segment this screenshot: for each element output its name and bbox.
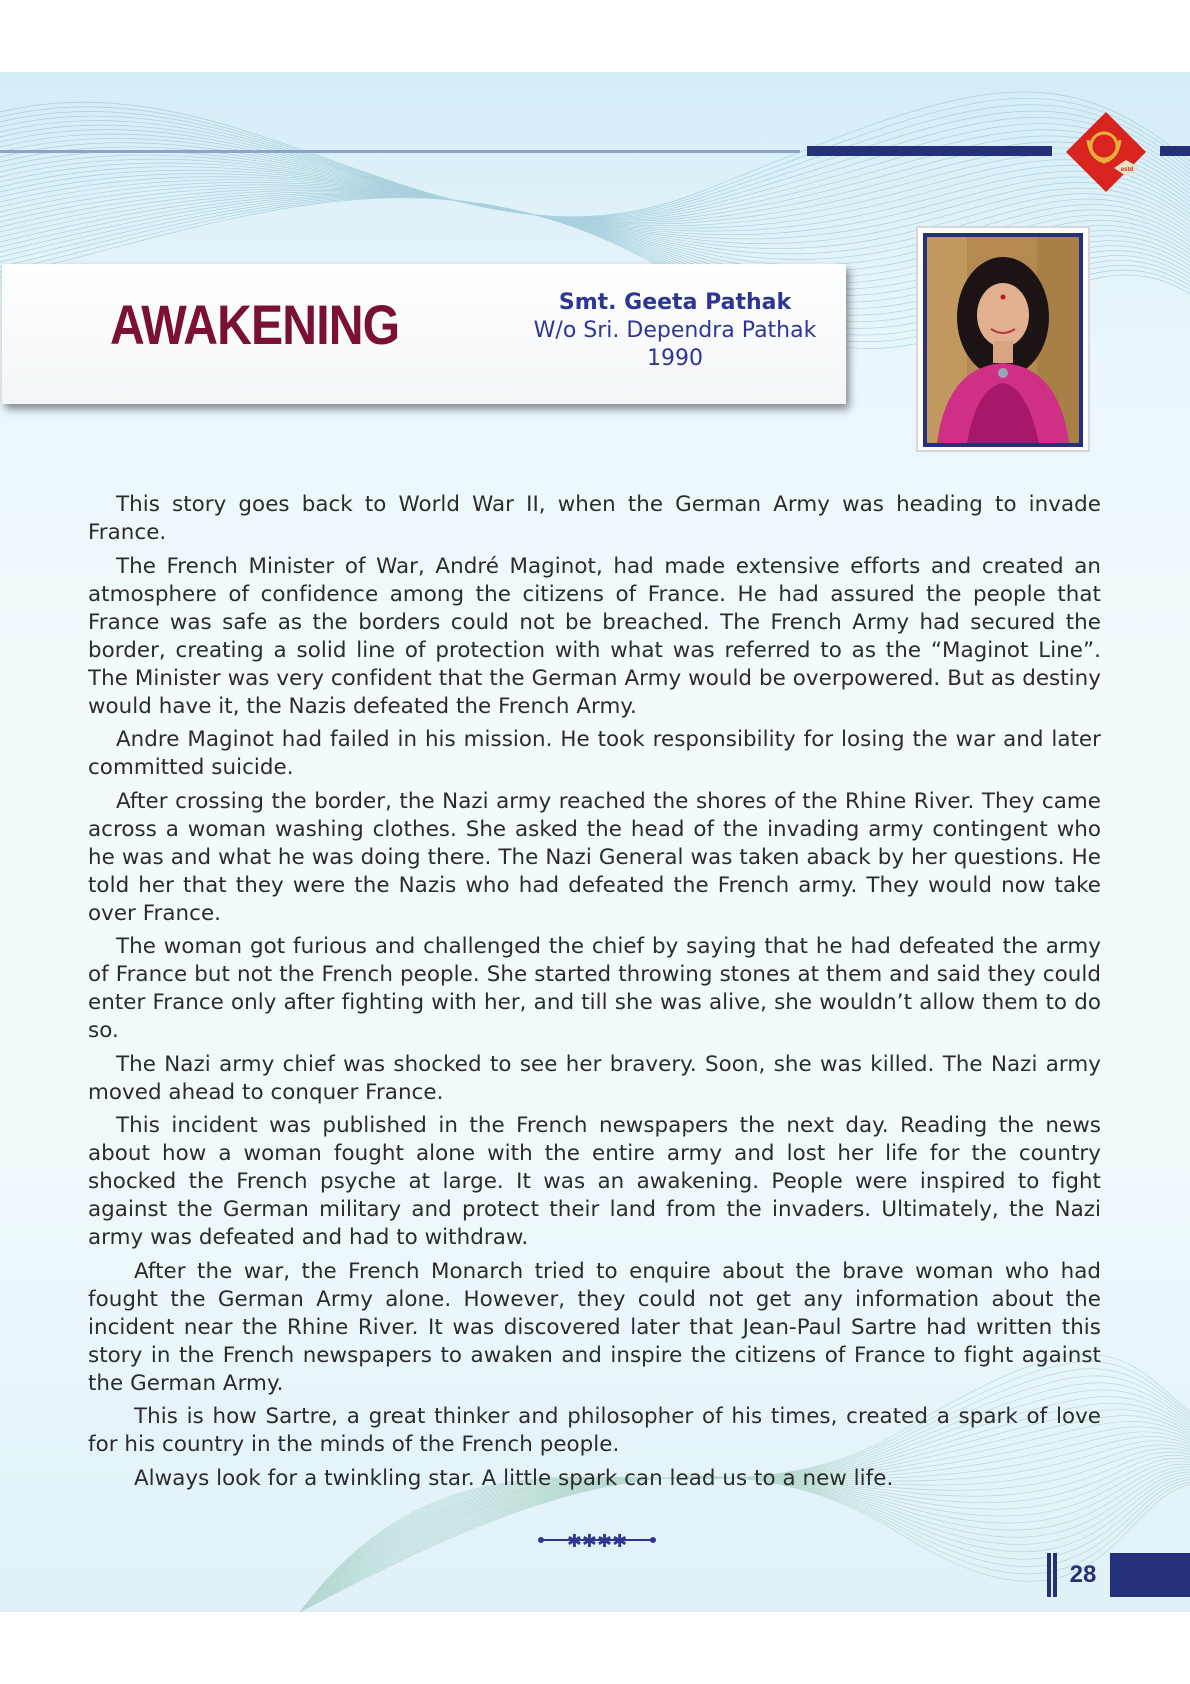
page-number-block [1047,1553,1190,1597]
page-number-accent [1110,1553,1190,1597]
header-accent-bar [807,146,1052,156]
wave-line [0,117,1190,218]
paragraph: This story goes back to World War II, when the German Army was heading to invade France. [88,492,1101,545]
paragraph: Andre Maginot had failed in his mission. He took responsibility for losing the war and later committed suicide. [88,727,1101,780]
header-rule [0,150,800,153]
estd-badge: estd [1120,167,1134,173]
author-photo [923,233,1083,447]
wave-line [0,147,1190,224]
author-block [510,289,840,373]
star-divider-icon [538,1530,656,1550]
laurel-emblem-icon [1064,110,1148,194]
article-body [88,491,1101,1498]
author-relation: W/o Sri. Dependra Pathak [533,318,817,343]
paragraph: After the war, the French Monarch tried to enquire about the brave woman who had fought the German Army alone. However, they could not get any information about the incident near the Rhine River. It was discovered later that Jean-Paul Sartre had written this story in the French newspapers to awaken and inspire the citizens of France to fight against the German Army. [88,1258,1101,1396]
paragraph: The Nazi army chief was shocked to see her bravery. Soon, she was killed. The Nazi army moved ahead to conquer France. [88,1051,1101,1105]
paragraph: This incident was published in the French newspapers the next day. Reading the news about how a woman fought alone with the entire army and lost her life for the country shocked the French psyche at large. It was an awakening. People were inspired to fight against the German military and protect their land from the invaders. Ultimately, the Nazi army was defeated and had to withdraw. [88,1113,1101,1250]
author-year: 1990 [647,346,703,371]
author-photo-frame [916,226,1090,452]
author-portrait [927,237,1079,443]
paragraph: The French Minister of War, André Maginot, had made extensive efforts and created an atmosphere of confidence among the citizens of France. He had assured the people that France was safe as the borders could not be breached. The French Army had secured the border, creating a solid line of protection with what was referred to as the “Maginot Line”. The Minister was very confident that the German Army would be overpowered. But as destiny would have it, the Nazis defeated the French Army. [88,553,1101,719]
page-title: AWAKENING [110,293,400,356]
wave-line [0,105,1190,218]
page-number: 28 [1069,1561,1097,1588]
svg-text:✱✱✱✱: ✱✱✱✱ [566,1531,628,1550]
author-name: Smt. Geeta Pathak [558,290,792,315]
paragraph: After crossing the border, the Nazi army reached the shores of the Rhine River. They came across a woman washing clothes. She asked the head of the invading army contingent who he was and what he was doing there. The Nazi General was taken aback by her questions. He told her that they were the Nazis who had defeated the French army. They would now take over France. [88,788,1101,926]
paragraph: This is how Sartre, a great thinker and philosopher of his times, created a spark of love for his country in the minds of the French people. [88,1404,1101,1457]
header-accent-bar-right [1160,146,1190,156]
page-number-bars [1047,1553,1057,1597]
paragraph: The woman got furious and challenged the chief by saying that he had defeated the army of France but not the French people. She started throwing stones at them and said they could enter France only after fighting with her, and till she was alive, she wouldn’t allow them to do so. [88,934,1101,1043]
paragraph: Always look for a twinkling star. A little spark can lead us to a new life. [134,1465,894,1491]
